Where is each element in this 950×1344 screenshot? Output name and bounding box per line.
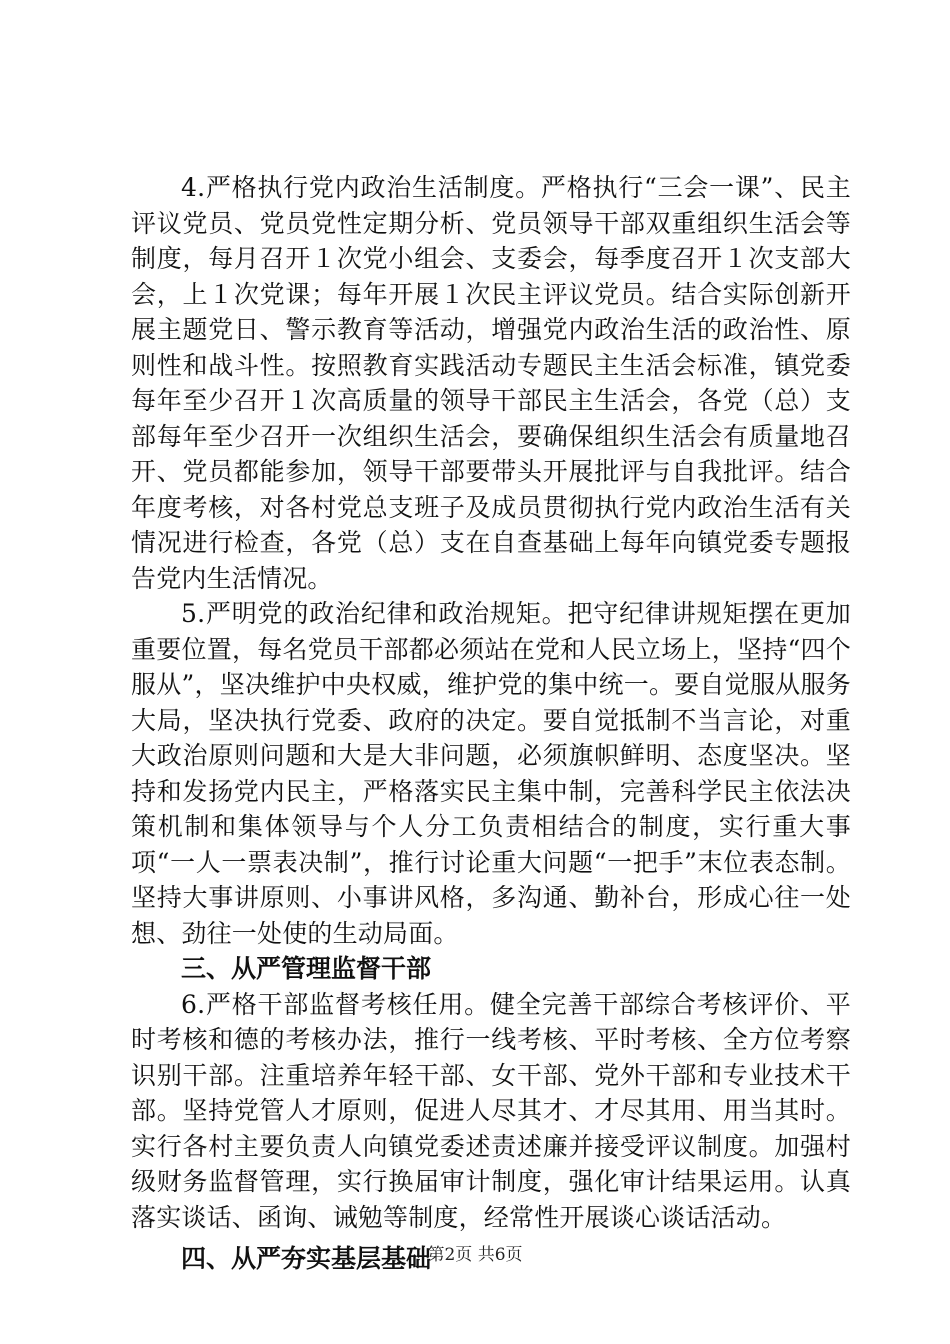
paragraph-5: 5.严明党的政治纪律和政治规矩。把守纪律讲规矩摆在更加重要位置，每名党员干部都必须站在党和人民立场上，坚持“四个服从”，坚决维护中央权威，维护党的集中统一。要自觉服从服务大局，坚决执行党委、政府的决定。要自觉抵制不当言论，对重大政治原则问题和大是大非问题，必须旗帜鲜明、态度坚决。坚持和发扬党内民主，严格落实民主集中制，完善科学民主依法决策机制和集体领导与个人分工负责相结合的制度，实行重大事项“一人一票表决制”，推行讨论重大问题“一把手”末位表态制。坚持大事讲原则、小事讲风格，多沟通、勤补台，形成心往一处想、劲往一处使的生动局面。	[131, 599, 851, 948]
page-number-footer: 第2页 共6页	[427, 1245, 523, 1265]
paragraph-4: 4.严格执行党内政治生活制度。严格执行“三会一课”、民主评议党员、党员党性定期分析、党员领导干部双重组织生活会等制度，每月召开１次党小组会、支委会，每季度召开１次支部大会，上１次党课；每年开展１次民主评议党员。结合实际创新开展主题党日、警示教育等活动，增强党内政治生活的政治性、原则性和战斗性。按照教育实践活动专题民主生活会标准，镇党委每年至少召开１次高质量的领导干部民主生活会，各党（总）支部每年至少召开一次组织生活会，要确保组织生活会有质量地召开、党员都能参加，领导干部要带头开展批评与自我批评。结合年度考核，对各村党总支班子及成员贯彻执行党内政治生活有关情况进行检查，各党（总）支在自查基础上每年向镇党委专题报告党内生活情况。	[131, 173, 851, 593]
document-body	[131, 170, 851, 1277]
paragraph-6: 6.严格干部监督考核任用。健全完善干部综合考核评价、平时考核和德的考核办法，推行一线考核、平时考核、全方位考察识别干部。注重培养年轻干部、女干部、党外干部和专业技术干部。坚持党管人才原则，促进人尽其才、才尽其用、用当其时。实行各村主要负责人向镇党委述责述廉并接受评议制度。加强村级财务监督管理，实行换届审计制度，强化审计结果运用。认真落实谈话、函询、诫勉等制度，经常性开展谈心谈话活动。	[131, 989, 851, 1232]
section-heading-3: 三、从严管理监督干部	[181, 954, 432, 983]
section-heading-4: 四、从严夯实基层基础	[181, 1244, 432, 1273]
